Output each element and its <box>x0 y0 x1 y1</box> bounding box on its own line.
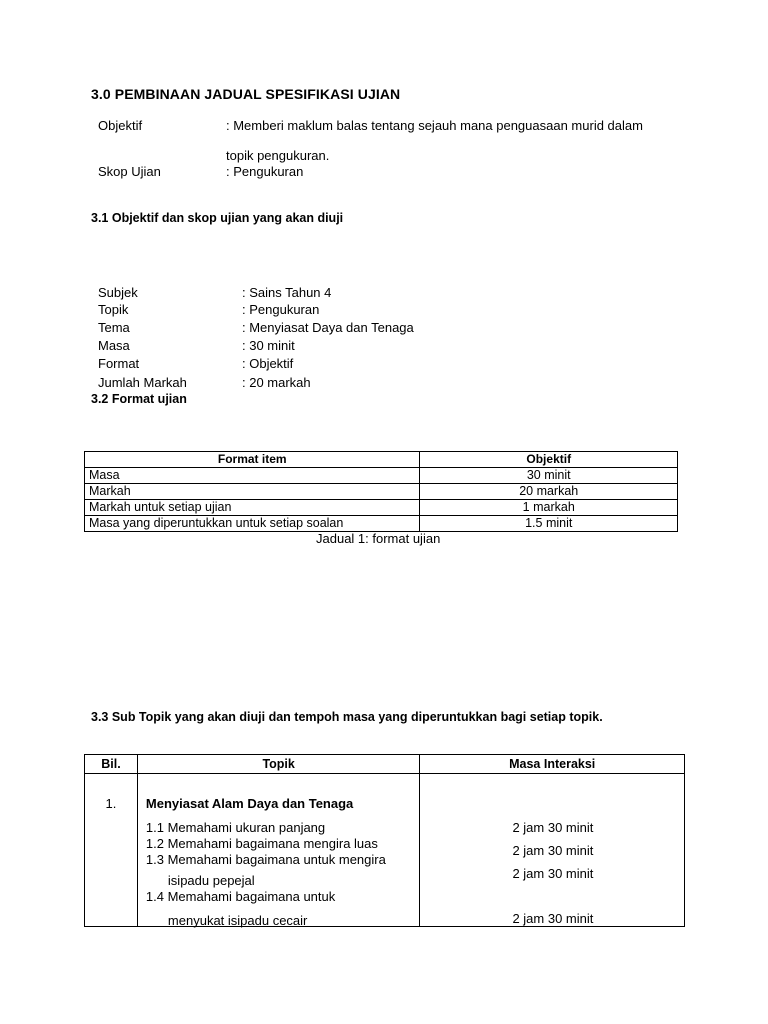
table-row <box>85 484 678 500</box>
topik-value: : Pengukuran <box>242 302 320 317</box>
jumlah-markah-label: Jumlah Markah <box>98 375 187 390</box>
header-objektif: Objektif <box>420 452 678 468</box>
subtopic-1-2: 1.2 Memahami bagaimana mengira luas <box>145 836 378 851</box>
table-cell: 1 markah <box>420 500 678 516</box>
table-cell: 1.5 minit <box>420 516 678 532</box>
subtopic-1-4: 1.4 Memahami bagaimana untuk <box>145 889 336 904</box>
table-cell: Markah untuk setiap ujian <box>85 500 420 516</box>
masa-value: : 30 minit <box>242 338 295 353</box>
subtopic-1-4-cont: menyukat isipadu cecair <box>167 913 308 928</box>
time-1-1: 2 jam 30 minit <box>512 820 594 835</box>
table-row <box>85 468 678 484</box>
masa-label: Masa <box>98 338 130 353</box>
table-cell: Masa <box>85 468 420 484</box>
table-row <box>85 500 678 516</box>
subjek-label: Subjek <box>98 285 138 300</box>
format-ujian-table <box>84 451 678 532</box>
section-3-2-heading: 3.2 Format ujian <box>91 392 187 406</box>
table-cell: 30 minit <box>420 468 678 484</box>
tema-label: Tema <box>98 320 130 335</box>
format-value: : Objektif <box>242 356 294 371</box>
header-topik: Topik <box>137 755 419 774</box>
time-1-4: 2 jam 30 minit <box>512 911 594 926</box>
subjek-value: : Sains Tahun 4 <box>242 285 332 300</box>
tema-value: : Menyiasat Daya dan Tenaga <box>242 320 414 335</box>
table-caption: Jadual 1: format ujian <box>316 531 441 546</box>
jumlah-markah-value: : 20 markah <box>242 375 311 390</box>
time-1-2: 2 jam 30 minit <box>512 843 594 858</box>
table-row <box>85 516 678 532</box>
subtopic-1-3-cont: isipadu pepejal <box>167 873 255 888</box>
section-3-3-heading: 3.3 Sub Topik yang akan diuji dan tempoh masa yang diperuntukkan bagi setiap topik. <box>91 710 603 724</box>
table-header-row <box>85 755 685 774</box>
bil-cell <box>85 774 138 927</box>
section-3-1-heading: 3.1 Objektif dan skop ujian yang akan diuji <box>91 211 344 225</box>
objektif-label: Objektif <box>98 118 143 133</box>
topik-cell <box>137 774 419 927</box>
skop-value: : Pengukuran <box>226 164 304 179</box>
skop-label: Skop Ujian <box>98 164 161 179</box>
objektif-value-line2: topik pengukuran. <box>226 148 330 163</box>
table-header-row <box>85 452 678 468</box>
table-cell: 20 markah <box>420 484 678 500</box>
table-cell: Markah <box>85 484 420 500</box>
header-format-item: Format item <box>85 452 420 468</box>
time-1-3: 2 jam 30 minit <box>512 866 594 881</box>
sub-topik-table <box>84 754 685 927</box>
subtopic-1-3: 1.3 Memahami bagaimana untuk mengira <box>145 852 386 867</box>
masa-cell <box>420 774 685 927</box>
bil-number: 1. <box>105 796 117 811</box>
objektif-value-line1: : Memberi maklum balas tentang sejauh mana penguasaan murid dalam <box>226 118 643 133</box>
subtopic-1-1: 1.1 Memahami ukuran panjang <box>145 820 326 835</box>
table-row <box>85 774 685 927</box>
format-label: Format <box>98 356 140 371</box>
header-masa-interaksi: Masa Interaksi <box>420 755 685 774</box>
page-title: 3.0 PEMBINAAN JADUAL SPESIFIKASI UJIAN <box>91 86 401 102</box>
topik-label: Topik <box>98 302 129 317</box>
topic-title: Menyiasat Alam Daya dan Tenaga <box>145 796 354 811</box>
table-cell: Masa yang diperuntukkan untuk setiap soalan <box>85 516 420 532</box>
header-bil: Bil. <box>85 755 138 774</box>
